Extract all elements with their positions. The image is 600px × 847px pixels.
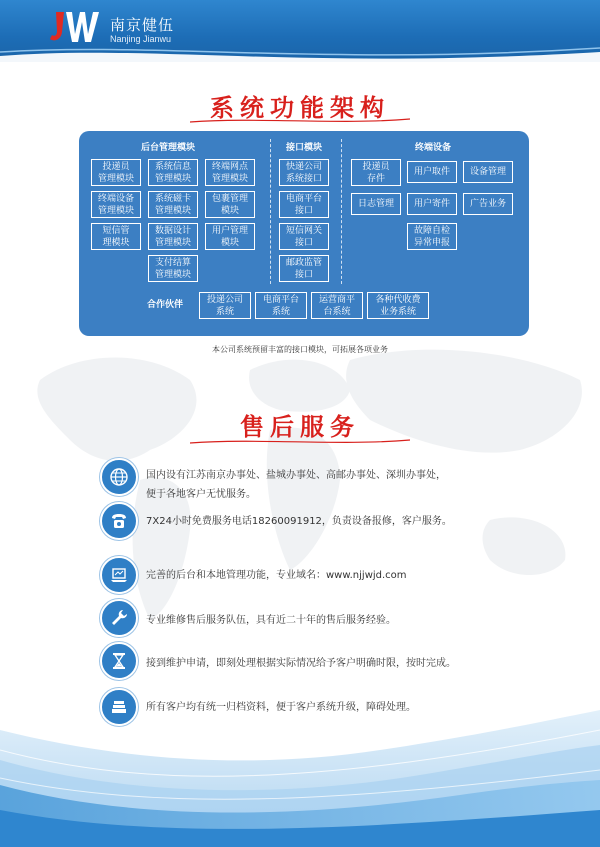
globe-icon (100, 458, 138, 496)
service-text: 所有客户均有统一归档资料，便于客户系统升级，障碍处理。 (146, 702, 416, 713)
service-text: 7X24小时免费服务电话18260091912，负责设备报修，客户服务。 (146, 516, 452, 527)
column-divider (341, 139, 342, 284)
terminal-module: 设备管理 (463, 161, 513, 183)
backend-module: 终端网点 管理模块 (205, 159, 255, 186)
architecture-title-underline (190, 116, 410, 126)
backend-module: 数据设计 管理模块 (148, 223, 198, 250)
footer-wave-decoration (0, 690, 600, 847)
service-text: 国内设有江苏南京办事处、盐城办事处、高邮办事处、深圳办事处， 便于各地客户无忧服务。 (146, 470, 446, 500)
page-header (0, 0, 600, 62)
service-item (100, 599, 570, 643)
wrench-icon (100, 599, 138, 637)
partner-system: 各种代收费 业务系统 (367, 292, 429, 319)
backend-module: 投递员 管理模块 (91, 159, 141, 186)
architecture-title: 系统功能架构 (210, 94, 390, 122)
terminal-module: 故障自检 异常申报 (407, 223, 457, 250)
interface-module: 电商平台 接口 (279, 191, 329, 218)
backend-module: 系统信息 管理模块 (148, 159, 198, 186)
service-text: 专业维修售后服务队伍，具有近二十年的售后服务经验。 (146, 615, 396, 626)
telephone-icon (100, 502, 138, 540)
interface-header: 接口模块 (286, 143, 323, 153)
company-name-en: Nanjing Jianwu (110, 34, 172, 44)
service-item (100, 642, 570, 686)
terminal-module: 日志管理 (351, 193, 401, 215)
hourglass-icon (100, 642, 138, 680)
backend-module: 支付结算 管理模块 (148, 255, 198, 282)
architecture-panel (79, 131, 529, 336)
partner-system: 电商平台 系统 (255, 292, 307, 319)
partner-system: 投递公司 系统 (199, 292, 251, 319)
terminal-module: 投递员 存件 (351, 159, 401, 186)
laptop-icon (100, 556, 138, 594)
partner-system: 运营商平 台系统 (311, 292, 363, 319)
service-item (100, 502, 570, 546)
terminal-module: 用户寄件 (407, 193, 457, 215)
backend-module: 用户管理 模块 (205, 223, 255, 250)
terminal-module: 广告业务 (463, 193, 513, 215)
partner-label: 合作伙伴 (147, 300, 184, 310)
jw-logo-mark-icon (50, 8, 102, 46)
company-logo (50, 8, 210, 48)
column-divider (270, 139, 271, 284)
interface-module: 短信网关 接口 (279, 223, 329, 250)
company-name-cn: 南京健伍 (110, 16, 175, 34)
service-text: 接到维护申请，即刻处理根据实际情况给予客户明确时限，按时完成。 (146, 658, 456, 669)
service-text: 完善的后台和本地管理功能，专业域名：www.njjwjd.com (146, 570, 407, 581)
backend-module: 包裹管理 模块 (205, 191, 255, 218)
terminal-module: 用户取件 (407, 161, 457, 183)
service-item (100, 556, 570, 600)
backend-module: 终端设备 管理模块 (91, 191, 141, 218)
backend-header: 后台管理模块 (141, 143, 196, 153)
service-title-underline (190, 437, 410, 447)
terminal-header: 终端设备 (415, 143, 452, 153)
service-title: 售后服务 (240, 413, 360, 441)
backend-module: 系统磁卡 管理模块 (148, 191, 198, 218)
service-item (100, 458, 570, 502)
architecture-caption: 本公司系统预留丰富的接口模块，可拓展各项业务 (212, 345, 388, 354)
interface-module: 快递公司 系统接口 (279, 159, 329, 186)
backend-module: 短信管 理模块 (91, 223, 141, 250)
interface-module: 邮政监管 接口 (279, 255, 329, 282)
